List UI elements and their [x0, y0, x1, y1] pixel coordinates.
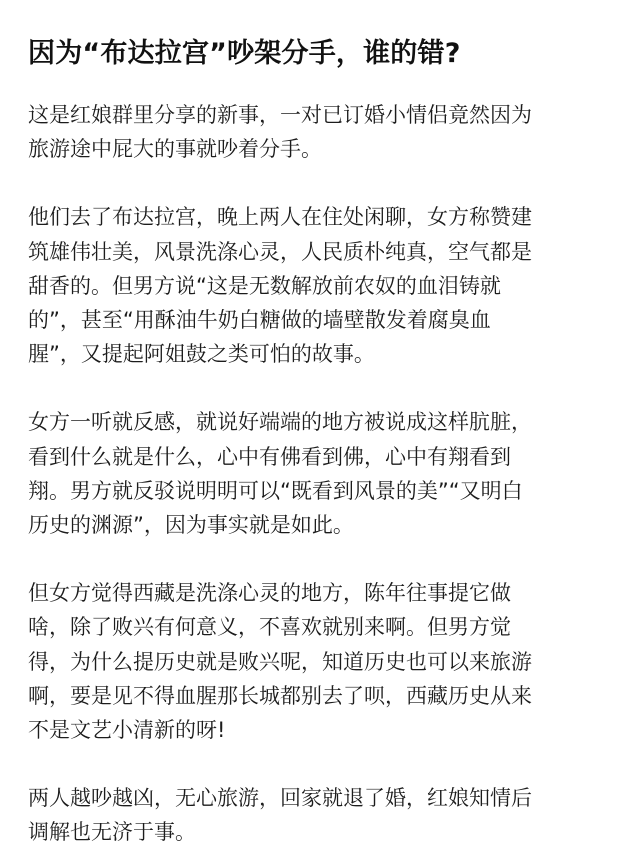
- paragraph-line: 旅游途中屁大的事就吵着分手。: [28, 137, 322, 162]
- paragraph-2: [28, 200, 604, 371]
- paragraph-line: 这是红娘群里分享的新事，一对已订婚小情侣竟然因为: [28, 103, 532, 127]
- paragraph-line: 得，为什么提历史就是败兴呢，知道历史也可以来旅游: [28, 649, 532, 674]
- article-title: 因为“布达拉宫”吵架分手，谁的错?: [28, 38, 461, 69]
- paragraph-3: [28, 405, 604, 542]
- paragraph-line: 甜香的。但男方说“这是无数解放前农奴的血泪铸就: [28, 273, 501, 298]
- paragraph-line: 的”，甚至“用酥油牛奶白糖做的墙壁散发着腐臭血: [28, 308, 491, 333]
- paragraph-line: 调解也无济于事。: [28, 820, 196, 845]
- paragraph-line: 他们去了布达拉宫，晚上两人在住处闲聊，女方称赞建: [28, 205, 532, 230]
- paragraph-line: 两人越吵越凶，无心旅游，回家就退了婚，红娘知情后: [28, 786, 532, 811]
- paragraph-1: [28, 98, 604, 166]
- paragraph-line: 女方一听就反感，就说好端端的地方被说成这样肮脏，: [28, 410, 532, 435]
- paragraph-line: 啊，要是见不得血腥那长城都别去了呗，西藏历史从来: [28, 683, 532, 708]
- paragraph-5: [28, 781, 604, 849]
- paragraph-line: 历史的渊源”，因为事实就是如此。: [28, 513, 354, 538]
- paragraph-line: 啥，除了败兴有何意义，不喜欢就别来啊。但男方觉: [28, 615, 511, 640]
- paragraph-line: 筑雄伟壮美，风景洗涤心灵，人民质朴纯真，空气都是: [28, 239, 532, 264]
- paragraph-line: 看到什么就是什么，心中有佛看到佛，心中有翔看到: [28, 444, 511, 469]
- paragraph-line: 翔。男方就反驳说明明可以“既看到风景的美”“又明白: [28, 478, 523, 503]
- paragraph-line: 腥”，又提起阿姐鼓之类可怕的故事。: [28, 342, 375, 367]
- paragraph-4: [28, 576, 604, 747]
- paragraph-line: 但女方觉得西藏是洗涤心灵的地方，陈年往事提它做: [28, 581, 511, 606]
- paragraph-line: 不是文艺小清新的呀!: [28, 718, 226, 743]
